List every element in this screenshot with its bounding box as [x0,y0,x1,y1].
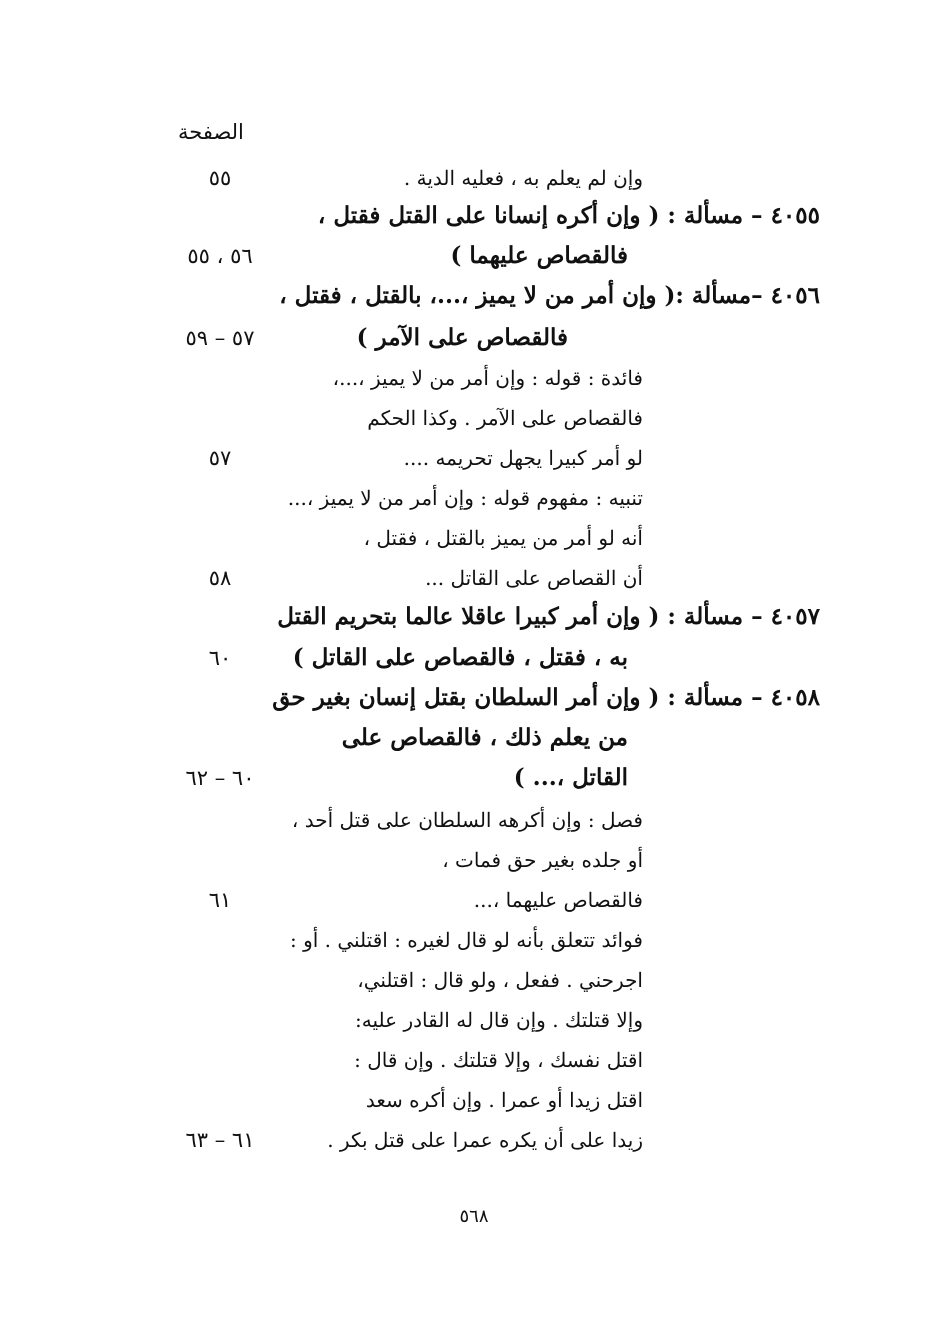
index-line-text: فصل : وإن أكرهه السلطان على قتل أحد ، [291,808,643,832]
index-entry-heading [0,678,948,718]
index-line-text: اقتل نفسك ، وإلا قتلتك . وإن قال : [354,1048,643,1072]
index-line-page: ٦٠ [208,646,232,670]
index-line-text: زيدا على أن يكره عمرا على قتل بكر . [327,1128,643,1152]
index-line-page: ٦١ – ٦٣ [185,1128,255,1152]
index-line-text: فائدة : قوله : وإن أمر من لا يميز ،...، [332,366,643,390]
index-entry-heading [0,638,948,678]
index-line [0,398,948,438]
index-line-text: فالقصاص عليهما ،... [473,888,643,912]
index-line-text: تنبيه : مفهوم قوله : وإن أمر من لا يميز ،... [287,486,643,510]
index-line [0,880,948,920]
index-line-page: ٥٧ – ٥٩ [185,326,255,350]
index-line [0,358,948,398]
index-entry-heading [0,718,948,758]
index-line-text: فوائد تتعلق بأنه لو قال لغيره : اقتلني . أو : [289,928,643,952]
index-line-text: به ، فقتل ، فالقصاص على القاتل ) [292,644,628,671]
index-line-page: ٦٠ – ٦٢ [185,766,255,790]
index-line-text: أن القصاص على القاتل ... [425,566,643,590]
index-line-text: فالقصاص على الآمر . وكذا الحكم [367,406,643,430]
index-line-text: فالقصاص عليهما ) [450,242,628,269]
page-column-header: الصفحة [178,120,244,144]
index-line [0,800,948,840]
index-line [0,558,948,598]
index-line-text: اقتل زيدا أو عمرا . وإن أكره سعد [365,1088,643,1112]
index-line-text: أنه لو أمر من يميز بالقتل ، فقتل ، [363,526,643,550]
index-line-page: ٥٦ ، ٥٥ [187,244,253,268]
index-entry-heading [0,318,948,358]
index-line [0,920,948,960]
index-line-text: اجرحني . ففعل ، ولو قال : اقتلني، [357,968,643,992]
index-line-text: ٤٠٥٨ – مسألة : ( وإن أمر السلطان بقتل إنسان بغير حق [272,684,820,711]
index-line [0,960,948,1000]
index-line [0,478,948,518]
index-line-text: من يعلم ذلك ، فالقصاص على [341,724,628,751]
index-line-text: وإلا قتلتك . وإن قال له القادر عليه: [355,1008,643,1032]
index-line [0,840,948,880]
index-entry-heading [0,196,948,236]
index-line [0,1040,948,1080]
index-line [0,1080,948,1120]
index-line-page: ٥٥ [208,166,232,190]
index-line [0,1120,948,1160]
index-line-page: ٥٨ [208,566,232,590]
page-number: ٥٦٨ [459,1206,489,1227]
index-entry-heading [0,276,948,316]
index-line [0,158,948,198]
index-entry-heading [0,758,948,798]
index-line-text: أو جلده بغير حق فمات ، [442,848,643,872]
index-line-text: ٤٠٥٥ – مسألة : ( وإن أكره إنسانا على القتل فقتل ، [317,202,820,229]
index-entry-heading [0,597,948,637]
index-line-page: ٦١ [208,888,232,912]
index-line-text: وإن لم يعلم به ، فعليه الدية . [403,166,643,190]
index-line-text: فالقصاص على الآمر ) [356,324,568,351]
index-line [0,438,948,478]
index-line [0,1000,948,1040]
index-line-text: ٤٠٥٧ – مسألة : ( وإن أمر كبيرا عاقلا عالما بتحريم القتل [277,603,820,630]
index-entry-heading [0,236,948,276]
index-line-text: ٤٠٥٦ –مسألة :( وإن أمر من لا يميز ،...، بالقتل ، فقتل ، [279,282,820,309]
index-line-text: لو أمر كبيرا يجهل تحريمه .... [403,446,643,470]
index-line-text: القاتل ،... ) [513,764,628,791]
index-line-page: ٥٧ [208,446,232,470]
index-line [0,518,948,558]
